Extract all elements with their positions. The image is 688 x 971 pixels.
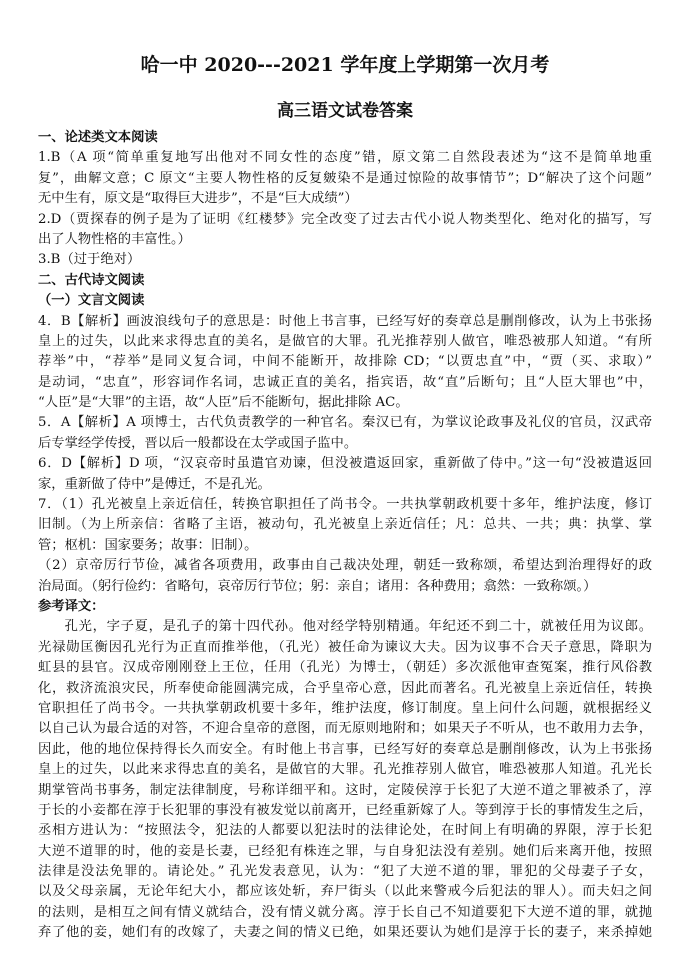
text-line: 出了人物性格的丰富性。） <box>38 231 191 247</box>
text-line: 后专掌经学传授，晋以后一般都设在太学或国子监中。 <box>38 435 358 451</box>
section-heading: 参考译文： <box>38 598 105 614</box>
document-body <box>38 128 652 944</box>
text-line: “人臣”是“大罪”的主语，故“人臣”后不能断句，据此排除 AC。 <box>38 395 409 411</box>
text-line: 7．（1）孔光被皇上亲近信任，转换官职担任了尚书令。一共执掌朝政机要十多年，维护法度，修订 <box>38 497 652 513</box>
text-line: 5．A【解析】A 项博士，古代负责教学的一种官名。秦汉已有，为掌议论政事及礼仪的官员，汉武帝 <box>38 415 652 431</box>
text-line: 1.B（A 项“简单重复地写出他对不同女性的态度”错，原文第二自然段表述为“这不是简单地重 <box>38 150 652 166</box>
section-heading: 一、论述类文本阅读 <box>38 130 158 145</box>
text-line: 孔光，字子夏，是孔子的第十四代孙。他对经学特别精通。年纪还不到二十，就被任用为议郎。 <box>64 619 652 635</box>
text-line: 荐举”中，“荐举”是同义复合词，中间不能断开，故排除 CD；“以贾忠直”中，“贾（买、求取）” <box>38 354 652 370</box>
text-line: 皇上的过失，以此来求得忠直的美名，是做官的大罪。孔光推荐别人做官，唯恐被那人知道。“有所 <box>38 333 652 349</box>
document-title: 哈一中 2020---2021 学年度上学期第一次月考 <box>140 54 550 76</box>
section-heading: （一）文言文阅读 <box>38 293 145 309</box>
text-line: 的法则，是相互之间有情义就结合，没有情义就分离。淳于长自己不知道要犯下大逆不道的罪，就抛 <box>38 904 652 920</box>
text-line: 大逆不道罪的时，他的妾是长妻，已经犯有株连之罪，与自身犯法没有差别。她们后来离开他，按照 <box>38 843 652 859</box>
text-line: 皇上的过失，以此来求得忠直的美名，是做官的大罪。孔光推荐别人做官，唯恐被那人知道。孔光长 <box>38 762 652 778</box>
text-line: 以及父母亲属，无论年纪大小，都应该处斩，弃尸街头（以此来警戒今后犯法的罪人）。而夫妇之间 <box>38 884 652 900</box>
text-line: 丞相方进认为：“按照法令，犯法的人都要以犯法时的法律论处，在时间上有明确的界限，淳于长犯 <box>38 823 652 839</box>
text-line: 因此，他的地位保持得长久而安全。有时他上书言事，已经写好的奏章总是删削修改，认为上书张扬 <box>38 741 652 757</box>
text-line: 复”，曲解文意；C 原文“主要人物性格的反复皴染不是通过惊险的故事情节”；D“解决了这个问题” <box>38 170 652 186</box>
text-line: 官职担任了尚书令。一共执掌朝政机要十多年，维护法度，修订制度。皇上问什么问题，就根据经义 <box>38 700 652 716</box>
text-line: 化，救济流浪灾民，所奉使命能圆满完成，合乎皇帝心意，因此而著名。孔光被皇上亲近信任，转换 <box>38 680 652 696</box>
text-line: 家，重新做了侍中”是傅迁，不是孔光。 <box>38 476 271 492</box>
text-line: 治局面。（躬行俭约：省略句，哀帝厉行节位；躬：亲自；诸用：各种费用；翕然：一致称颂。） <box>38 578 597 594</box>
text-line: 弃了他的妾，她们有的改嫁了，夫妻之间的情义已绝，如果还要认为她们是淳于长的妻子，来杀掉她 <box>38 925 652 941</box>
text-line: 是动词，“忠直”，形容词作名词，忠诚正直的美名，指宾语，故“直”后断句；且“人臣大罪也”中， <box>38 374 652 390</box>
text-line: 3.B（过于绝对） <box>38 252 141 268</box>
text-line: 2.D（贾探春的例子是为了证明《红楼梦》完全改变了过去古代小说人物类型化、绝对化的描写，写 <box>38 211 652 227</box>
text-line: 6．D【解析】D 项，“汉哀帝时虽遣官劝谏，但没被遣返回家，重新做了侍中。”这一句“没被遣返回 <box>38 456 652 472</box>
text-line: 旧制。（为上所亲信：省略了主语，被动句，孔光被皇上亲近信任；凡：总共、一共；典：执掌、掌 <box>38 517 652 533</box>
text-line: 于长的小妾都在淳于长犯罪的事没有被发觉以前离开，已经重新嫁了人。等到淳于长的事情发生之后， <box>38 802 652 818</box>
text-line: 管；枢机：国家要务；故事：旧制）。 <box>38 537 258 553</box>
text-line: 期掌管尚书事务，制定法律制度，号称详细平和。这时，定陵侯淳于长犯了大逆不道之罪被杀了，淳 <box>38 782 652 798</box>
text-line: 无中生有，原文是“取得巨大进步”，不是“巨大成绩”） <box>38 191 358 207</box>
text-line: （2）京帝厉行节俭，减省各项费用，政事由自己裁决处理，朝廷一致称颂，希望达到治理得好的政 <box>38 558 652 574</box>
section-heading: 二、古代诗文阅读 <box>38 272 145 288</box>
text-line: 虹县的县官。汉成帝刚刚登上王位，任用（孔光）为博士，（朝廷）多次派他审查冤案，推行风俗教 <box>38 660 652 676</box>
text-line: 光禄勋匡衡因孔光行为正直而推举他，（孔光）被任命为谏议大夫。因为议事不合天子意思，降职为 <box>38 639 652 655</box>
document-subtitle: 高三语文试卷答案 <box>277 101 413 121</box>
text-line: 法律是没法免罪的。请论处。” 孔光发表意见，认为：“犯了大逆不道的罪，罪犯的父母妻子子女， <box>38 864 652 880</box>
text-line: 以自己认为最合适的对答，不迎合皇帝的意图，而无原则地附和；如果天子不听从，也不敢用力去争， <box>38 721 652 737</box>
text-line: 4．B【解析】画波浪线句子的意思是：时他上书言事，已经写好的奏章总是删削修改，认为上书张扬 <box>38 313 652 329</box>
